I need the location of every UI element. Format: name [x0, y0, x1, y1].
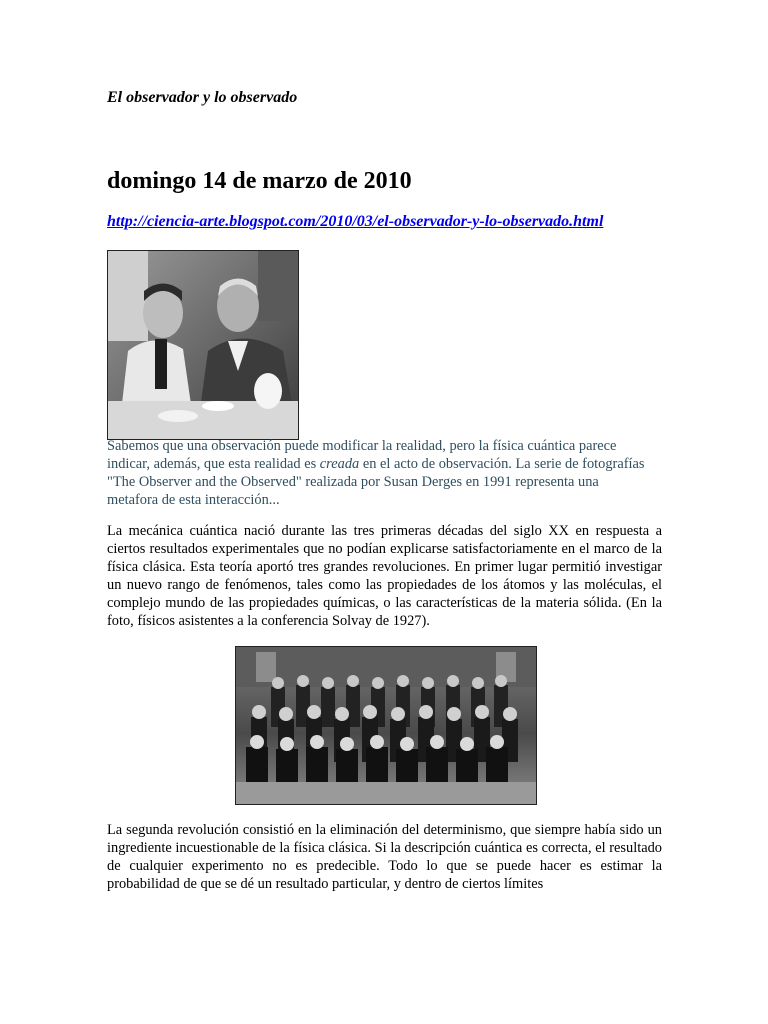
solvay-conference-group-photo [235, 646, 537, 805]
paragraph-2: La segunda revolución consistió en la eliminación del determinismo, que siempre había sido un ingrediente incuestionable de la física clásica. Si la descripción cuántica es correcta, el resultado de cualquier experimento no es predecible. Todo lo que se puede hacer es estimar la probabilidad de que se dé un resultado particular, y dentro de ciertos límites [107, 822, 662, 893]
date-heading: domingo 14 de marzo de 2010 [107, 168, 412, 194]
caption-text-start: Sabemos que una observación puede modificar la realidad, pero la física cuántica parece indicar, además, que esta realidad es [107, 438, 617, 472]
caption-emphasis: creada [319, 456, 360, 472]
photo-caption [107, 437, 647, 509]
caption-text-end: en el acto de observación. La serie de fotografías "The Observer and the Observed" realizada por Susan Derges en 1991 representa una metafora de esta interacción... [107, 456, 645, 508]
two-physicists-photo-art [108, 251, 298, 439]
paragraph-1: La mecánica cuántica nació durante las tres primeras décadas del siglo XX en respuesta a ciertos resultados experimentales que no podían explicarse satisfactoriamente en el marco de la física clásica. Esta teoría aportó tres grandes revoluciones. En primer lugar permitió investigar un nuevo rango de fenómenos, tales como las propiedades de los átomos y las moléculas, el complejo mundo de las propiedades químicas, o las características de la materia sólida. (En la foto, físicos asistentes a la conferencia Solvay de 1927). [107, 523, 662, 630]
document-title: El observador y lo observado [107, 89, 298, 106]
source-link[interactable]: http://ciencia-arte.blogspot.com/2010/03/el-observador-y-lo-observado.html [107, 213, 604, 230]
solvay-conference-group-photo-art [236, 647, 536, 804]
two-physicists-photo [107, 250, 299, 440]
